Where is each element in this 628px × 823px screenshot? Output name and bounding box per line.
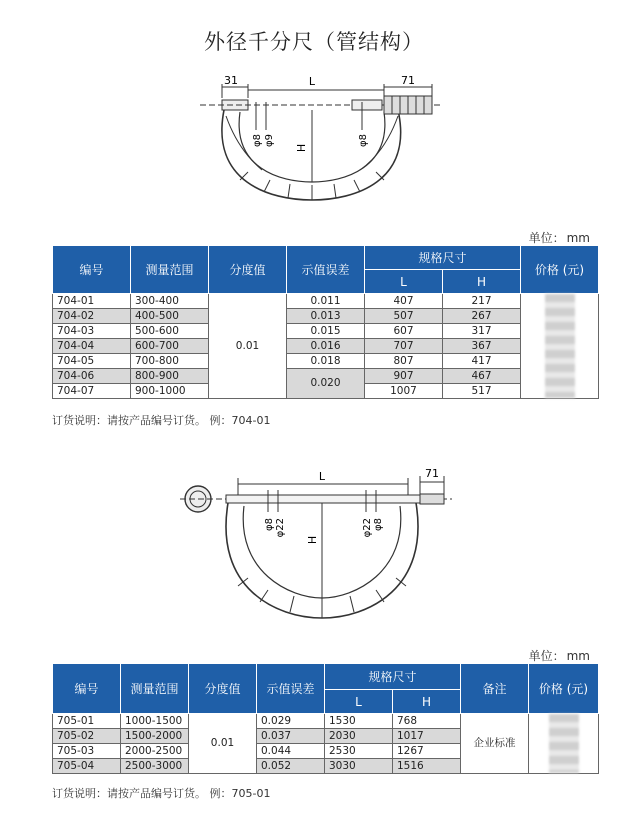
table-row: 704-07 900-1000 1007 517: [53, 384, 599, 399]
table-row: 705-01 1000-1500 0.01 0.029 1530 768 企业标准: [53, 714, 599, 729]
th-code: 编号: [53, 246, 131, 294]
spec-table-2: [52, 663, 599, 774]
dim-left-label: 31: [224, 74, 238, 87]
th2-price: 价格 (元): [529, 664, 599, 714]
phi2-label-c: φ22: [362, 518, 373, 538]
unit-label-2: 单位： mm: [528, 649, 590, 663]
th2-division: 分度值: [189, 664, 257, 714]
order-note-2: 订货说明：请按产品编号订货。 例：705-01: [52, 787, 271, 800]
phi2-label-b: φ22: [275, 518, 286, 538]
phi2-label-d: φ8: [373, 518, 384, 531]
th-l: L: [365, 270, 443, 294]
table-row: 704-03 500-600 0.015 607 317: [53, 324, 599, 339]
th2-l: L: [325, 690, 393, 714]
dim-right-label: 71: [401, 74, 415, 87]
page-title: 外径千分尺（管结构）: [204, 30, 424, 54]
table-row: 705-03 2000-2500 0.044 2530 1267: [53, 744, 599, 759]
unit-label-1: 单位： mm: [528, 231, 590, 245]
th-h: H: [443, 270, 521, 294]
division-cell: 0.01: [209, 294, 287, 399]
th2-spec: 规格尺寸: [325, 664, 461, 690]
phi2-label-a: φ8: [264, 518, 275, 531]
th2-error: 示值误差: [257, 664, 325, 714]
th2-code: 编号: [53, 664, 121, 714]
th2-h: H: [393, 690, 461, 714]
th-range: 测量范围: [131, 246, 209, 294]
micrometer-drawing-1: [0, 72, 628, 232]
price-redacted-2: [549, 714, 579, 773]
order-note-1: 订货说明：请按产品编号订货。 例：704-01: [52, 414, 271, 427]
remark-cell: 企业标准: [461, 714, 529, 774]
price-redacted: [545, 294, 575, 398]
phi-label-b: φ9: [264, 134, 275, 147]
micrometer-drawing-2: [0, 468, 628, 638]
th-division: 分度值: [209, 246, 287, 294]
table-row: 704-06 800-900 0.020 907 467: [53, 369, 599, 384]
table-row: 705-04 2500-3000 0.052 3030 1516: [53, 759, 599, 774]
dim2-h-label: H: [306, 535, 319, 545]
table-row: 704-04 600-700 0.016 707 367: [53, 339, 599, 354]
table-row: 705-02 1500-2000 0.037 2030 1017: [53, 729, 599, 744]
dim2-l-label: L: [318, 470, 326, 483]
dim-l-label: L: [308, 75, 316, 88]
spec-table-1: [52, 245, 599, 399]
th-price: 价格 (元): [521, 246, 599, 294]
division-cell-2: 0.01: [189, 714, 257, 774]
th2-range: 测量范围: [121, 664, 189, 714]
dim2-right-label: 71: [425, 468, 439, 480]
phi-label-c: φ8: [358, 134, 369, 147]
phi-label-a: φ8: [252, 134, 263, 147]
th2-remark: 备注: [461, 664, 529, 714]
th-error: 示值误差: [287, 246, 365, 294]
th-spec: 规格尺寸: [365, 246, 521, 270]
dim-h-label: H: [295, 143, 308, 153]
table-row: 704-01 300-400 0.01 0.011 407 217: [53, 294, 599, 309]
table-row: 704-05 700-800 0.018 807 417: [53, 354, 599, 369]
table-row: 704-02 400-500 0.013 507 267: [53, 309, 599, 324]
